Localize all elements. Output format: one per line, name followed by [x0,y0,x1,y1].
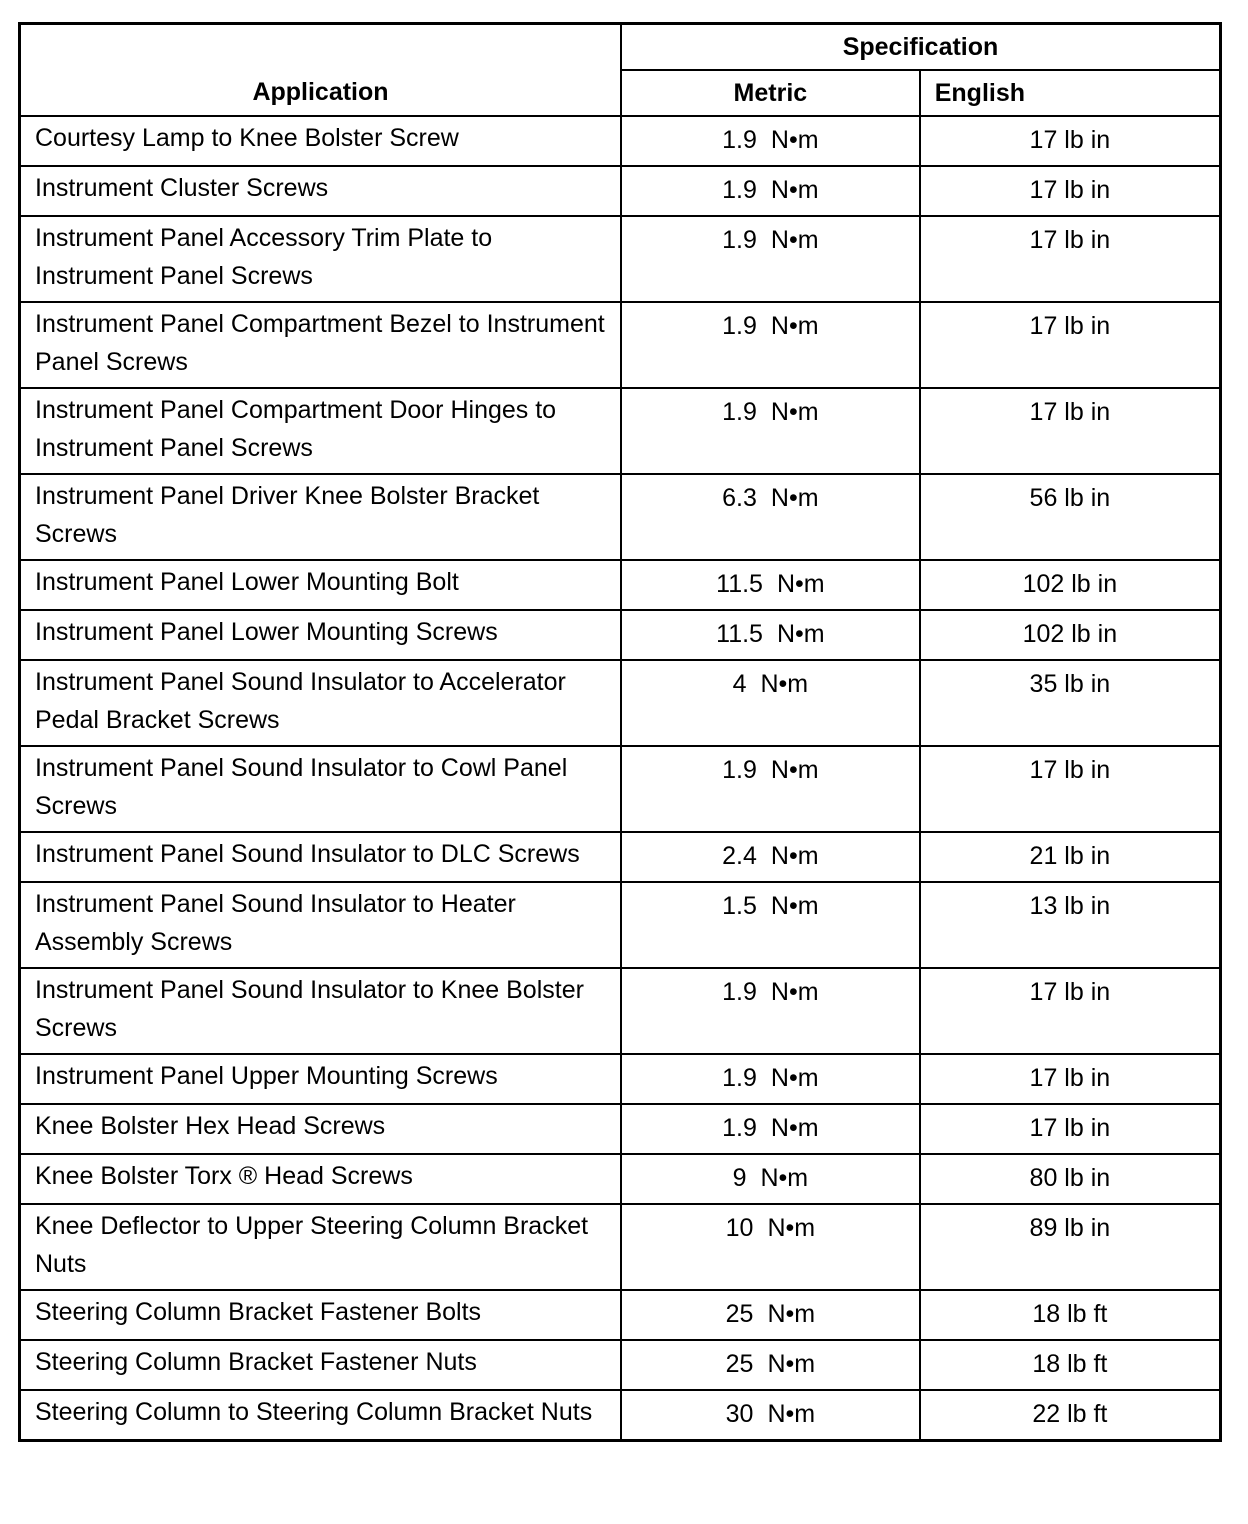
metric-value: 1.9 [722,978,757,1006]
metric-cell [621,388,920,474]
application-cell: Instrument Panel Driver Knee Bolster Bracket Screws [20,474,622,560]
metric-unit: N•m [770,978,819,1006]
english-cell: 17 lb in [920,1054,1221,1104]
metric-value: 4 [732,670,747,698]
english-cell: 17 lb in [920,388,1221,474]
application-cell: Knee Bolster Hex Head Screws [20,1104,622,1154]
application-cell: Courtesy Lamp to Knee Bolster Screw [20,116,622,166]
metric-unit: N•m [767,1214,816,1242]
table-row [20,1290,1221,1340]
table-row [20,1390,1221,1441]
metric-unit: N•m [770,484,819,512]
metric-value: 1.5 [722,892,757,920]
metric-unit: N•m [767,1300,816,1328]
table-row [20,746,1221,832]
metric-unit: N•m [767,1350,816,1378]
metric-unit: N•m [760,1164,809,1192]
application-cell: Knee Bolster Torx ® Head Screws [20,1154,622,1204]
application-cell: Instrument Panel Compartment Door Hinges to Instrument Panel Screws [20,388,622,474]
table-row [20,166,1221,216]
table-row [20,968,1221,1054]
metric-cell [621,116,920,166]
metric-header: Metric [621,70,920,116]
metric-cell [621,474,920,560]
english-cell: 21 lb in [920,832,1221,882]
english-cell: 89 lb in [920,1204,1221,1290]
metric-cell [621,882,920,968]
metric-cell [621,660,920,746]
metric-value: 2.4 [722,842,757,870]
metric-unit: N•m [770,226,819,254]
english-cell: 17 lb in [920,216,1221,302]
table-row [20,216,1221,302]
english-header: English [920,70,1221,116]
table-row [20,610,1221,660]
metric-value: 6.3 [722,484,757,512]
english-cell: 102 lb in [920,610,1221,660]
table-header [20,24,1221,117]
metric-value: 25 [725,1350,754,1378]
metric-value: 1.9 [722,312,757,340]
metric-cell [621,1390,920,1441]
metric-cell [621,1204,920,1290]
metric-unit: N•m [770,398,819,426]
metric-unit: N•m [770,126,819,154]
english-cell: 18 lb ft [920,1340,1221,1390]
english-cell: 17 lb in [920,746,1221,832]
metric-unit: N•m [760,670,809,698]
metric-cell [621,968,920,1054]
metric-cell [621,746,920,832]
metric-unit: N•m [770,176,819,204]
metric-value: 25 [725,1300,754,1328]
application-cell: Instrument Panel Sound Insulator to Cowl Panel Screws [20,746,622,832]
metric-cell [621,1290,920,1340]
fastener-torque-table [18,22,1222,1442]
metric-value: 1.9 [722,1114,757,1142]
english-cell: 18 lb ft [920,1290,1221,1340]
table-row [20,474,1221,560]
metric-value: 1.9 [722,1064,757,1092]
english-cell: 102 lb in [920,560,1221,610]
table-row [20,1104,1221,1154]
metric-unit: N•m [770,312,819,340]
application-cell: Instrument Panel Sound Insulator to Knee Bolster Screws [20,968,622,1054]
table-row [20,116,1221,166]
application-cell: Steering Column to Steering Column Bracket Nuts [20,1390,622,1441]
application-cell: Instrument Panel Accessory Trim Plate to Instrument Panel Screws [20,216,622,302]
metric-value: 1.9 [722,126,757,154]
metric-value: 1.9 [722,398,757,426]
application-cell: Instrument Cluster Screws [20,166,622,216]
table-row [20,560,1221,610]
english-cell: 17 lb in [920,302,1221,388]
english-cell: 17 lb in [920,968,1221,1054]
metric-value: 1.9 [722,176,757,204]
metric-cell [621,216,920,302]
metric-cell [621,1054,920,1104]
english-cell: 17 lb in [920,1104,1221,1154]
table-row [20,1204,1221,1290]
application-cell: Instrument Panel Sound Insulator to Accelerator Pedal Bracket Screws [20,660,622,746]
metric-unit: N•m [776,620,825,648]
application-cell: Instrument Panel Sound Insulator to DLC Screws [20,832,622,882]
header-row-top [20,24,1221,71]
metric-unit: N•m [770,842,819,870]
application-cell: Instrument Panel Compartment Bezel to Instrument Panel Screws [20,302,622,388]
english-cell: 35 lb in [920,660,1221,746]
metric-cell [621,1340,920,1390]
metric-cell [621,560,920,610]
application-cell: Steering Column Bracket Fastener Nuts [20,1340,622,1390]
english-cell: 17 lb in [920,116,1221,166]
application-header: Application [20,24,622,117]
metric-cell [621,1154,920,1204]
english-cell: 22 lb ft [920,1390,1221,1441]
metric-value: 11.5 [716,570,763,598]
metric-unit: N•m [767,1400,816,1428]
english-cell: 56 lb in [920,474,1221,560]
application-cell: Instrument Panel Lower Mounting Screws [20,610,622,660]
table-row [20,1340,1221,1390]
metric-value: 10 [725,1214,754,1242]
metric-unit: N•m [770,1064,819,1092]
english-cell: 17 lb in [920,166,1221,216]
table-body [20,116,1221,1441]
metric-value: 11.5 [716,620,763,648]
application-cell: Instrument Panel Upper Mounting Screws [20,1054,622,1104]
metric-value: 30 [725,1400,754,1428]
table-row [20,1154,1221,1204]
metric-unit: N•m [770,892,819,920]
metric-cell [621,832,920,882]
application-cell: Instrument Panel Sound Insulator to Heater Assembly Screws [20,882,622,968]
application-cell: Knee Deflector to Upper Steering Column Bracket Nuts [20,1204,622,1290]
metric-unit: N•m [776,570,825,598]
metric-value: 1.9 [722,756,757,784]
table-row [20,1054,1221,1104]
metric-unit: N•m [770,756,819,784]
metric-value: 1.9 [722,226,757,254]
metric-value: 9 [732,1164,747,1192]
metric-cell [621,1104,920,1154]
metric-unit: N•m [770,1114,819,1142]
table-row [20,882,1221,968]
table-row [20,302,1221,388]
english-cell: 13 lb in [920,882,1221,968]
specification-header: Specification [621,24,1221,71]
application-cell: Instrument Panel Lower Mounting Bolt [20,560,622,610]
english-cell: 80 lb in [920,1154,1221,1204]
table-row [20,660,1221,746]
table-row [20,832,1221,882]
application-cell: Steering Column Bracket Fastener Bolts [20,1290,622,1340]
metric-cell [621,166,920,216]
table-row [20,388,1221,474]
metric-cell [621,610,920,660]
metric-cell [621,302,920,388]
